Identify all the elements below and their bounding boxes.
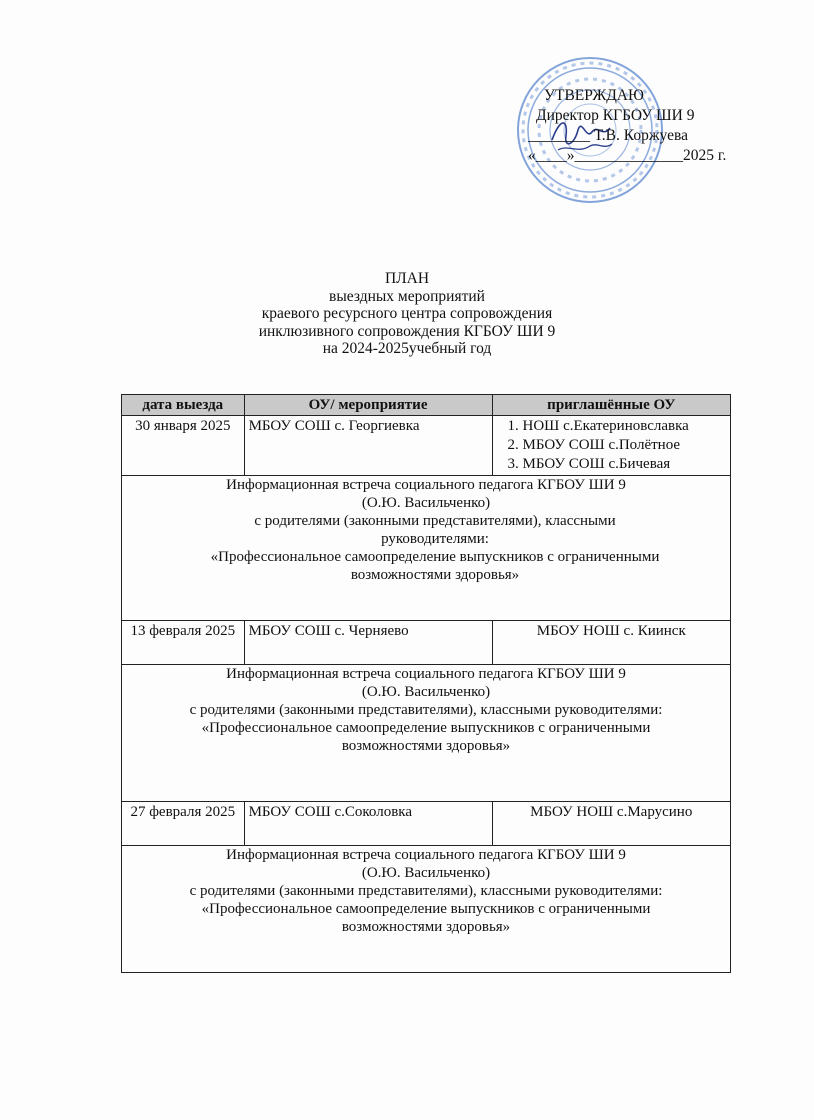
info-line: (О.Ю. Васильченко) — [361, 495, 491, 511]
approval-block — [528, 86, 768, 166]
info-line: с родителями (законными представителями), классными руководителями: — [189, 702, 663, 718]
cell-ou: МБОУ СОШ с. Черняево — [244, 621, 492, 665]
header-date: дата выезда — [122, 395, 245, 416]
list-item: 3. МБОУ СОШ с.Бичевая — [523, 455, 726, 474]
title-line: краевого ресурсного центра сопровождения — [261, 305, 553, 322]
events-table — [121, 394, 731, 973]
table-header-row — [122, 395, 731, 416]
header-ou: ОУ/ мероприятие — [244, 395, 492, 416]
info-line: возможностями здоровья» — [341, 919, 511, 935]
table-row — [122, 621, 731, 665]
cell-date: 27 февраля 2025 — [122, 802, 245, 846]
info-line: с родителями (законными представителями), классными — [254, 513, 616, 529]
table-row-info — [122, 665, 731, 802]
approval-position: Директор КГБОУ ШИ 9 — [536, 107, 695, 124]
info-line: Информационная встреча социального педагога КГБОУ ШИ 9 — [226, 477, 626, 493]
table-row-info — [122, 846, 731, 973]
approval-date: «____»______________2025 г. — [528, 147, 727, 164]
cell-invited: МБОУ НОШ с. Киинск — [492, 621, 730, 665]
table-row — [122, 416, 731, 476]
cell-info — [122, 846, 731, 973]
cell-ou: МБОУ СОШ с.Соколовка — [244, 802, 492, 846]
info-line: Информационная встреча социального педагога КГБОУ ШИ 9 — [226, 666, 626, 682]
title-line: выездных мероприятий — [329, 287, 485, 305]
info-line: (О.Ю. Васильченко) — [361, 865, 491, 881]
cell-info — [122, 665, 731, 802]
info-line: возможностями здоровья» — [341, 738, 511, 754]
info-line: (О.Ю. Васильченко) — [361, 684, 491, 700]
title-line: на 2024-2025учебный год — [322, 340, 492, 357]
header-invited: приглашённые ОУ — [492, 395, 730, 416]
cell-date: 30 января 2025 — [122, 416, 245, 476]
info-line: «Профессиональное самоопределение выпускников с ограниченными — [201, 901, 651, 917]
table-row-info — [122, 476, 731, 621]
list-item: 2. МБОУ СОШ с.Полётное — [523, 436, 726, 455]
info-line: «Профессиональное самоопределение выпускников с ограниченными — [201, 720, 651, 736]
info-line: Информационная встреча социального педагога КГБОУ ШИ 9 — [226, 847, 626, 863]
cell-ou: МБОУ СОШ с. Георгиевка — [244, 416, 492, 476]
approval-signatory: ________ Т.В. Коржуева — [528, 127, 688, 144]
cell-info — [122, 476, 731, 621]
title-line: инклюзивного сопровождения КГБОУ ШИ 9 — [258, 322, 556, 340]
approval-heading: УТВЕРЖДАЮ — [544, 87, 644, 104]
table-row — [122, 802, 731, 846]
info-line: руководителями: — [381, 531, 489, 547]
invited-list — [497, 417, 726, 474]
document-title — [0, 270, 814, 358]
info-line: «Профессиональное самоопределение выпускников с ограниченными — [210, 549, 660, 565]
list-item: 1. НОШ с.Екатериновславка — [523, 417, 726, 436]
cell-invited: МБОУ НОШ с.Марусино — [492, 802, 730, 846]
cell-invited — [492, 416, 730, 476]
cell-date: 13 февраля 2025 — [122, 621, 245, 665]
info-line: с родителями (законными представителями), классными руководителями: — [189, 883, 663, 899]
info-line: возможностями здоровья» — [350, 567, 520, 583]
title-line: ПЛАН — [384, 270, 430, 287]
